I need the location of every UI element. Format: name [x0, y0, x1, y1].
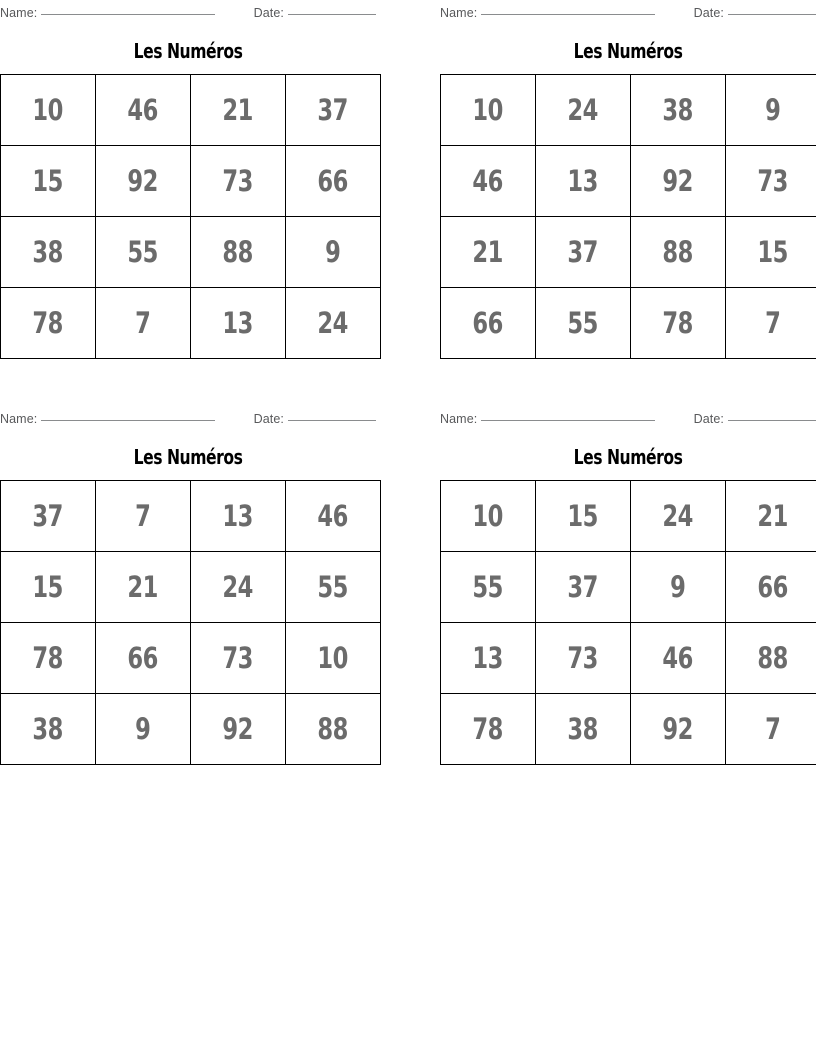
bingo-cell[interactable] [191, 552, 286, 623]
bingo-number: 21 [127, 569, 159, 604]
name-label: Name: [0, 412, 38, 426]
bingo-number: 21 [757, 498, 789, 533]
bingo-cell[interactable] [726, 217, 816, 288]
card-column-spacer [376, 0, 440, 359]
table-row [1, 288, 381, 359]
bingo-cell[interactable] [536, 146, 631, 217]
table-row [441, 694, 816, 765]
bingo-card-1 [0, 0, 376, 359]
bingo-cell[interactable] [726, 481, 816, 552]
bingo-number: 7 [765, 305, 781, 340]
bingo-number: 13 [222, 305, 254, 340]
bingo-cell[interactable] [631, 552, 726, 623]
name-label: Name: [440, 6, 478, 20]
bingo-cell[interactable] [631, 623, 726, 694]
bingo-cell[interactable] [441, 288, 536, 359]
bingo-cell[interactable] [96, 75, 191, 146]
bingo-cell[interactable] [631, 146, 726, 217]
name-write-in-rule[interactable] [41, 409, 215, 421]
bingo-cell[interactable] [96, 288, 191, 359]
bingo-cell[interactable] [96, 694, 191, 765]
bingo-cell[interactable] [286, 694, 381, 765]
bingo-card-3 [0, 406, 376, 765]
date-write-in-rule[interactable] [728, 409, 816, 421]
bingo-number: 66 [127, 640, 159, 675]
bingo-number: 15 [567, 498, 599, 533]
bingo-number: 78 [472, 711, 504, 746]
bingo-number: 55 [127, 234, 159, 269]
bingo-cell[interactable] [1, 288, 96, 359]
bingo-number: 66 [317, 163, 349, 198]
date-label: Date: [693, 6, 724, 20]
bingo-cell[interactable] [286, 623, 381, 694]
bingo-cell[interactable] [1, 694, 96, 765]
table-row [1, 146, 381, 217]
table-row [1, 552, 381, 623]
bingo-cell[interactable] [726, 288, 816, 359]
bingo-number: 46 [317, 498, 349, 533]
bingo-cell[interactable] [536, 552, 631, 623]
bingo-number: 66 [757, 569, 789, 604]
bingo-number: 24 [317, 305, 349, 340]
bingo-cell[interactable] [631, 481, 726, 552]
bingo-number: 24 [662, 498, 694, 533]
table-row [1, 217, 381, 288]
bingo-cell[interactable] [631, 288, 726, 359]
bingo-cell[interactable] [536, 694, 631, 765]
bingo-cell[interactable] [191, 75, 286, 146]
bingo-number: 21 [472, 234, 504, 269]
bingo-grid [0, 74, 381, 359]
bingo-cell[interactable] [441, 623, 536, 694]
name-date-line [440, 0, 816, 22]
bingo-cell[interactable] [441, 694, 536, 765]
bingo-cell[interactable] [96, 217, 191, 288]
bingo-cell[interactable] [1, 552, 96, 623]
bingo-cell[interactable] [286, 288, 381, 359]
date-label: Date: [693, 412, 724, 426]
bingo-cell[interactable] [536, 217, 631, 288]
bingo-number: 9 [670, 569, 686, 604]
name-date-line [0, 0, 376, 22]
bingo-cell[interactable] [536, 481, 631, 552]
card-title: Les Numéros [573, 445, 683, 469]
bingo-cell[interactable] [191, 694, 286, 765]
bingo-number: 37 [567, 569, 599, 604]
bingo-number: 73 [757, 163, 789, 198]
card-title: Les Numéros [133, 39, 243, 63]
bingo-number: 73 [222, 640, 254, 675]
table-row [1, 623, 381, 694]
bingo-number: 55 [472, 569, 504, 604]
bingo-cell[interactable] [726, 146, 816, 217]
table-row [1, 75, 381, 146]
bingo-cell[interactable] [441, 481, 536, 552]
date-label: Date: [253, 412, 284, 426]
bingo-cell[interactable] [726, 75, 816, 146]
bingo-number: 38 [32, 234, 64, 269]
table-row [441, 481, 816, 552]
bingo-cell[interactable] [1, 75, 96, 146]
name-write-in-rule[interactable] [481, 3, 655, 15]
bingo-number: 37 [317, 92, 349, 127]
bingo-card-4 [440, 406, 816, 765]
name-date-line [0, 406, 376, 428]
date-label: Date: [253, 6, 284, 20]
bingo-cell[interactable] [286, 552, 381, 623]
table-row [1, 694, 381, 765]
bingo-cell[interactable] [191, 623, 286, 694]
bingo-number: 7 [135, 305, 151, 340]
bingo-cell[interactable] [96, 146, 191, 217]
bingo-cell[interactable] [441, 217, 536, 288]
bingo-number: 15 [32, 163, 64, 198]
bingo-cell[interactable] [96, 552, 191, 623]
table-row [441, 288, 816, 359]
table-row [1, 481, 381, 552]
bingo-number: 10 [317, 640, 349, 675]
bingo-number: 15 [757, 234, 789, 269]
bingo-number: 38 [662, 92, 694, 127]
bingo-cell[interactable] [191, 288, 286, 359]
bingo-number: 88 [317, 711, 349, 746]
bingo-cell[interactable] [631, 694, 726, 765]
name-label: Name: [440, 412, 478, 426]
bingo-grid [440, 480, 816, 765]
bingo-number: 13 [567, 163, 599, 198]
bingo-number: 38 [32, 711, 64, 746]
bingo-cell[interactable] [536, 288, 631, 359]
bingo-number: 78 [32, 640, 64, 675]
table-row [441, 552, 816, 623]
date-write-in-rule[interactable] [288, 409, 376, 421]
bingo-number: 55 [567, 305, 599, 340]
bingo-number: 88 [757, 640, 789, 675]
bingo-number: 9 [765, 92, 781, 127]
bingo-number: 92 [662, 163, 694, 198]
bingo-cell[interactable] [191, 481, 286, 552]
bingo-cell[interactable] [286, 217, 381, 288]
bingo-number: 73 [567, 640, 599, 675]
bingo-number: 24 [222, 569, 254, 604]
bingo-number: 10 [472, 92, 504, 127]
name-write-in-rule[interactable] [41, 3, 215, 15]
bingo-number: 9 [135, 711, 151, 746]
bingo-number: 10 [32, 92, 64, 127]
bingo-grid [440, 74, 816, 359]
card-title: Les Numéros [573, 39, 683, 63]
bingo-number: 55 [317, 569, 349, 604]
name-write-in-rule[interactable] [481, 409, 655, 421]
bingo-number: 13 [222, 498, 254, 533]
bingo-cell[interactable] [441, 552, 536, 623]
bingo-number: 73 [222, 163, 254, 198]
bingo-number: 92 [662, 711, 694, 746]
bingo-number: 88 [222, 234, 254, 269]
card-title: Les Numéros [133, 445, 243, 469]
bingo-cell[interactable] [631, 217, 726, 288]
date-write-in-rule[interactable] [288, 3, 376, 15]
bingo-cell[interactable] [631, 75, 726, 146]
bingo-cell[interactable] [1, 146, 96, 217]
bingo-cell[interactable] [96, 481, 191, 552]
name-date-line [440, 406, 816, 428]
bingo-cell[interactable] [286, 75, 381, 146]
bingo-cell[interactable] [726, 552, 816, 623]
bingo-number: 92 [127, 163, 159, 198]
bingo-cell[interactable] [441, 146, 536, 217]
bingo-number: 21 [222, 92, 254, 127]
bingo-cell[interactable] [1, 623, 96, 694]
bingo-number: 88 [662, 234, 694, 269]
bingo-number: 46 [472, 163, 504, 198]
bingo-number: 38 [567, 711, 599, 746]
bingo-cell[interactable] [536, 623, 631, 694]
bingo-number: 13 [472, 640, 504, 675]
bingo-number: 24 [567, 92, 599, 127]
bingo-cell[interactable] [441, 75, 536, 146]
bingo-number: 37 [567, 234, 599, 269]
bingo-number: 7 [765, 711, 781, 746]
bingo-cell[interactable] [726, 694, 816, 765]
table-row [441, 623, 816, 694]
name-label: Name: [0, 6, 38, 20]
bingo-number: 10 [472, 498, 504, 533]
bingo-cell[interactable] [191, 217, 286, 288]
bingo-cell[interactable] [286, 146, 381, 217]
date-write-in-rule[interactable] [728, 3, 816, 15]
bingo-number: 92 [222, 711, 254, 746]
table-row [441, 217, 816, 288]
bingo-number: 46 [127, 92, 159, 127]
bingo-number: 15 [32, 569, 64, 604]
bingo-cell[interactable] [536, 75, 631, 146]
bingo-cell[interactable] [286, 481, 381, 552]
bingo-cell[interactable] [96, 623, 191, 694]
bingo-cell[interactable] [726, 623, 816, 694]
bingo-cell[interactable] [1, 481, 96, 552]
table-row [441, 146, 816, 217]
bingo-number: 37 [32, 498, 64, 533]
bingo-number: 78 [32, 305, 64, 340]
bingo-number: 7 [135, 498, 151, 533]
bingo-card-2 [440, 0, 816, 359]
bingo-cell[interactable] [1, 217, 96, 288]
bingo-number: 9 [325, 234, 341, 269]
bingo-number: 78 [662, 305, 694, 340]
bingo-grid [0, 480, 381, 765]
bingo-number: 46 [662, 640, 694, 675]
bingo-number: 66 [472, 305, 504, 340]
table-row [441, 75, 816, 146]
bingo-cell[interactable] [191, 146, 286, 217]
